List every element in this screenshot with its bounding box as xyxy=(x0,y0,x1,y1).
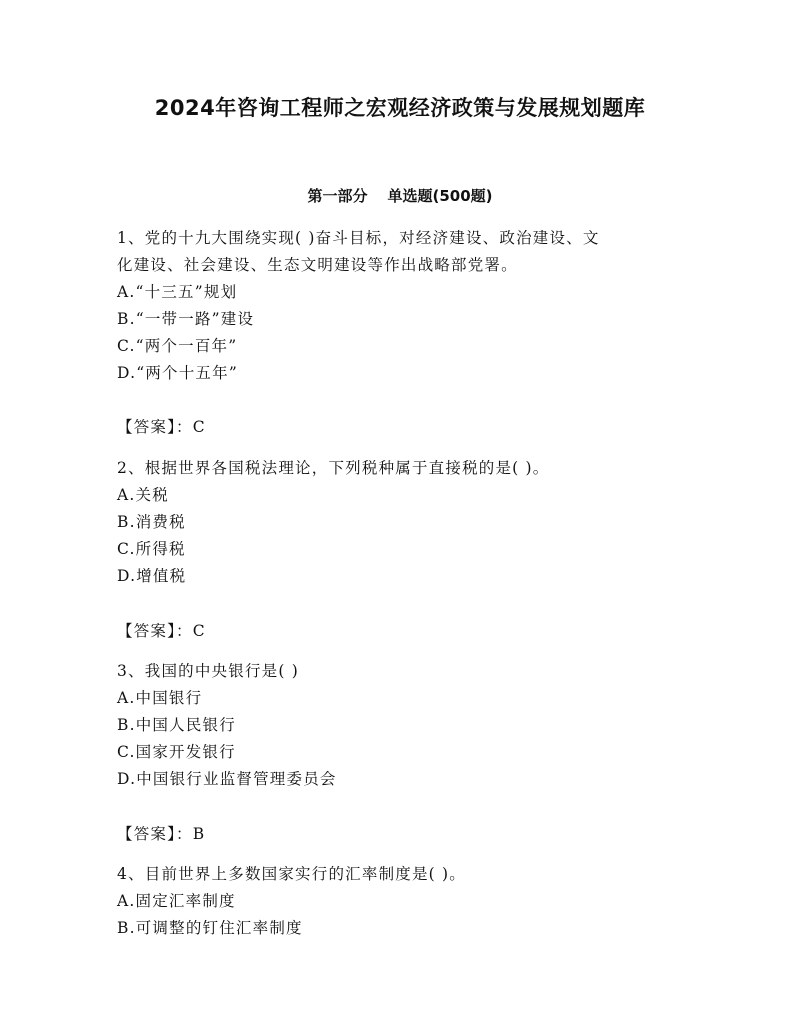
question-2-option-a: A.关税 xyxy=(117,486,169,504)
section-name: 第一部分 xyxy=(307,187,368,205)
document-title: 2024年咨询工程师之宏观经济政策与发展规划题库 xyxy=(154,96,646,120)
question-1-option-c: C.“两个一百年” xyxy=(117,337,238,355)
question-2-stem-line-1: 2、根据世界各国税法理论，下列税种属于直接税的是( )。 xyxy=(117,459,550,477)
question-3-option-d: D.中国银行业监督管理委员会 xyxy=(117,770,337,788)
question-1-option-a: A.“十三五”规划 xyxy=(117,283,238,301)
question-3-stem-line-1: 3、我国的中央银行是( ) xyxy=(117,662,299,680)
question-1-answer: 【答案】：C xyxy=(117,418,206,436)
question-4-option-a: A.固定汇率制度 xyxy=(117,892,236,910)
section-subtitle: 单选题(500题) xyxy=(387,187,493,205)
question-2-option-d: D.增值税 xyxy=(117,567,187,585)
question-3-option-a: A.中国银行 xyxy=(117,689,203,707)
question-2-option-b: B.消费税 xyxy=(117,513,186,531)
question-1-option-b: B.“一带一路”建设 xyxy=(117,310,255,328)
question-2-option-c: C.所得税 xyxy=(117,540,186,558)
section-heading xyxy=(0,185,800,206)
question-1-stem-line-2: 化建设、社会建设、生态文明建设等作出战略部党署。 xyxy=(117,256,518,274)
question-3-answer: 【答案】：B xyxy=(117,825,206,843)
question-3-option-c: C.国家开发银行 xyxy=(117,743,236,761)
question-4-stem-line-1: 4、目前世界上多数国家实行的汇率制度是( )。 xyxy=(117,865,466,883)
question-2-answer: 【答案】：C xyxy=(117,622,206,640)
question-3-option-b: B.中国人民银行 xyxy=(117,716,236,734)
question-1-option-d: D.“两个十五年” xyxy=(117,364,238,382)
question-1-stem-line-1: 1、党的十九大围绕实现( )奋斗目标，对经济建设、政治建设、文 xyxy=(117,229,600,247)
question-4-option-b: B.可调整的钉住汇率制度 xyxy=(117,919,303,937)
